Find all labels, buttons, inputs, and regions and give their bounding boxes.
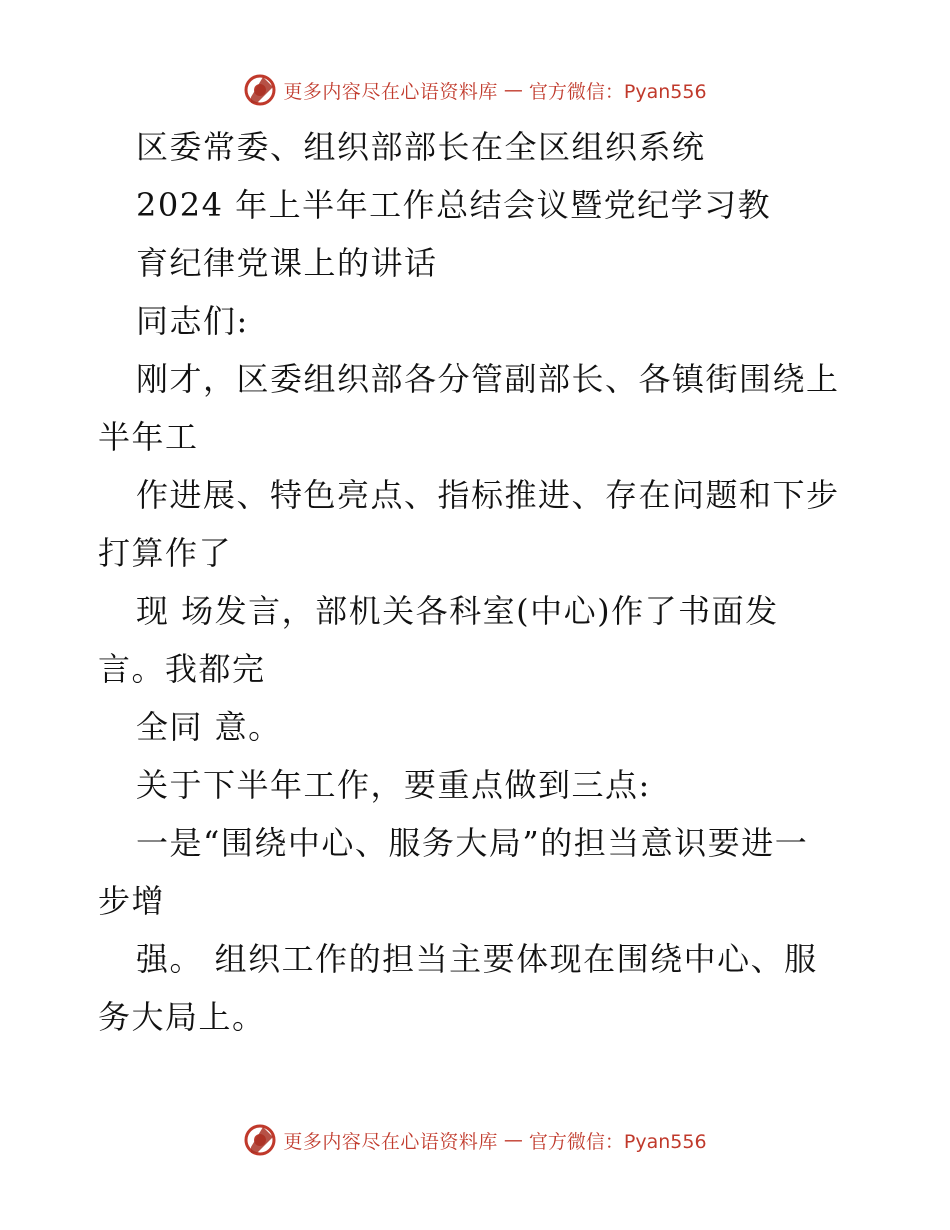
- paragraph-line: 作进展、特色亮点、指标推进、存在问题和下步: [136, 476, 840, 514]
- paragraph-line: 全同 意。: [136, 708, 282, 746]
- paragraph-line: 打算作了: [98, 534, 233, 572]
- paragraph-line: 关于下半年工作，要重点做到三点:: [136, 766, 651, 804]
- paragraph-line: 现 场发言，部机关各科室(中心)作了书面发: [136, 592, 779, 630]
- watermark-text: 更多内容尽在心语资料库: [283, 1130, 498, 1153]
- paragraph-line: 步增: [98, 882, 166, 920]
- watermark-separator: —: [503, 1129, 523, 1151]
- paragraph-line: 强。 组织工作的担当主要体现在围绕中心、服: [136, 940, 818, 978]
- watermark-banner-top: [0, 70, 950, 110]
- watermark-separator: —: [503, 79, 523, 101]
- paragraph-line: 一是“围绕中心、服务大局”的担当意识要进一: [136, 824, 809, 862]
- paragraph-line: 刚才，区委组织部各分管副部长、各镇街围绕上: [136, 360, 840, 398]
- salutation: 同志们:: [136, 302, 249, 340]
- paragraph-line: 半年工: [98, 418, 199, 456]
- title-line-3: 育纪律党课上的讲话: [136, 244, 438, 282]
- watermark-wechat: 官方微信：Pyan556: [528, 1130, 707, 1153]
- watermark-wechat: 官方微信：Pyan556: [528, 80, 707, 103]
- red-pen-circle-icon: [243, 73, 277, 107]
- title-line-2: 2024 年上半年工作总结会议暨党纪学习教: [136, 186, 772, 224]
- paragraph-line: 言。我都完: [98, 650, 266, 688]
- red-pen-circle-icon: [243, 1123, 277, 1157]
- watermark-banner-bottom: [0, 1120, 950, 1160]
- title-line-1: 区委常委、组织部部长在全区组织系统: [136, 128, 706, 166]
- paragraph-line: 务大局上。: [98, 998, 266, 1036]
- watermark-text: 更多内容尽在心语资料库: [283, 80, 498, 103]
